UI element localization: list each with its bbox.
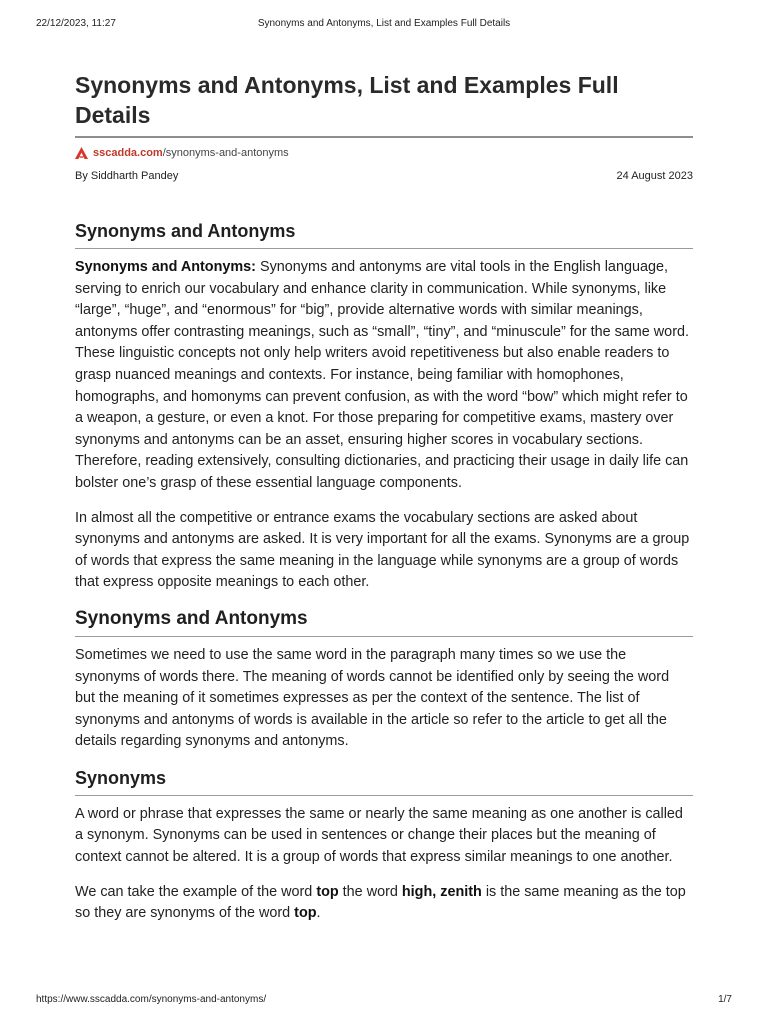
example-text: We can take the example of the word xyxy=(75,883,317,900)
article-source[interactable] xyxy=(75,146,693,160)
intro-lead: Synonyms and Antonyms: xyxy=(75,259,256,275)
print-timestamp: 22/12/2023, 11:27 xyxy=(36,18,116,29)
example-words-high-zenith: high, zenith xyxy=(401,883,482,900)
publish-date: 24 August 2023 xyxy=(616,170,693,182)
article-title: Synonyms and Antonyms, List and Examples Full Details xyxy=(75,70,693,138)
author: By Siddharth Pandey xyxy=(75,170,179,182)
exam-paragraph: In almost all the competitive or entrance exams the vocabulary sections are asked about synonyms and antonyms are asked. It is very important for all the exams. Synonyms are a group of words that express the same meaning in the language while synonyms are a group of words that express opposite meanings to each other. xyxy=(75,509,690,591)
article xyxy=(75,70,693,925)
source-path[interactable]: /synonyms-and-antonyms xyxy=(162,147,289,159)
synonym-definition-paragraph: A word or phrase that expresses the same or nearly the same meaning as one another is called a synonym. Synonyms can be used in sentences or change their places but the meaning of context cannot be altered. It is a group of words that express similar meanings to one another. xyxy=(75,805,683,866)
byline xyxy=(75,170,693,184)
print-page-title: Synonyms and Antonyms, List and Examples Full Details xyxy=(257,18,511,29)
example-text: is the same meaning as the top so they are synonyms of the word xyxy=(75,883,686,922)
print-footer xyxy=(36,994,732,1008)
page-number: 1/7 xyxy=(718,994,732,1005)
print-url[interactable]: https://www.sscadda.com/synonyms-and-antonyms/ xyxy=(36,994,267,1005)
source-domain[interactable]: sscadda.com xyxy=(93,147,163,159)
section-heading-synonyms-antonyms: Synonyms and Antonyms xyxy=(75,218,693,249)
example-text: . xyxy=(316,905,321,922)
usage-paragraph: Sometimes we need to use the same word in the paragraph many times so we use the synonyms of words there. The meaning of words cannot be identified only by seeing the word but the meaning of it sometimes expresses as per the context of the sentence. The list of synonyms and antonyms of words is available in the article so refer to the article to get all the details regarding synonyms and antonyms. xyxy=(75,646,670,750)
synonym-example-paragraph xyxy=(75,882,693,925)
print-header xyxy=(36,18,732,32)
intro-paragraph xyxy=(75,257,693,495)
section-heading-synonyms: Synonyms xyxy=(75,765,693,796)
example-text: the word xyxy=(338,883,402,900)
sscadda-logo-icon xyxy=(75,147,88,159)
example-word-top: top xyxy=(316,883,339,900)
intro-text: Synonyms and antonyms are vital tools in the English language, serving to enrich our vocabulary and enhance clarity in communication. While synonyms, like “large”, “huge”, and “enormous” for “big”, provide alternative words with similar meanings, antonyms offer contrasting meanings, such as “small”, “tiny”, and “minuscule” for the same word. These linguistic concepts not only help writers avoid repetitiveness but also enable readers to grasp nuanced meanings and contexts. For instance, being familiar with homophones, homographs, and homonyms can prevent confusion, as with the word “bow” which might refer to a weapon, a gesture, or even a knot. For those preparing for competitive exams, mastery over synonyms and antonyms can be an asset, ensuring higher scores in vocabulary sections. Therefore, reading extensively, consulting dictionaries, and practicing their usage in daily life can bolster one’s grasp of these essential language components. xyxy=(75,259,689,491)
section-heading-synonyms-antonyms-2: Synonyms and Antonyms xyxy=(75,606,693,637)
example-word-top: top xyxy=(294,905,317,922)
